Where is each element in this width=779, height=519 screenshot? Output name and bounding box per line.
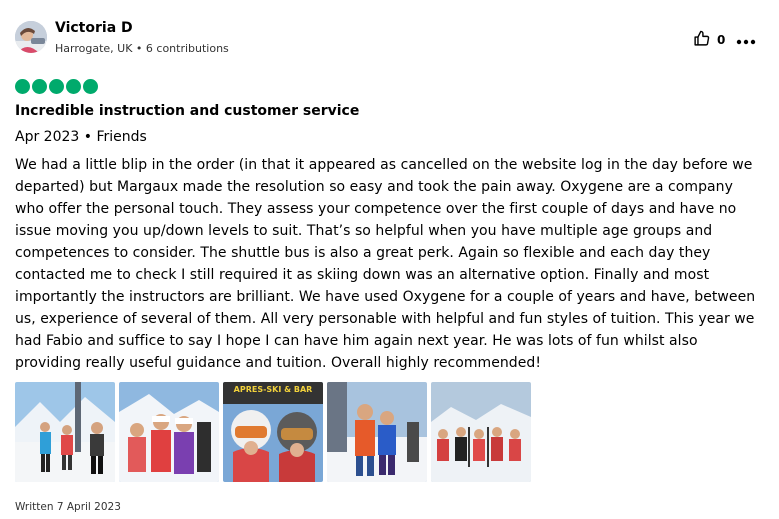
written-date: Written 7 April 2023	[15, 501, 121, 513]
rating-bubble	[66, 79, 81, 94]
review-photo[interactable]	[119, 382, 219, 482]
rating-bubble	[49, 79, 64, 94]
rating-bubble	[15, 79, 30, 94]
user-avatar[interactable]	[15, 21, 47, 53]
review-photo[interactable]	[223, 382, 323, 482]
rating-bubble	[32, 79, 47, 94]
rating-bubbles	[15, 79, 98, 94]
user-name[interactable]: Victoria D	[55, 20, 133, 36]
review-title[interactable]: Incredible instruction and customer service	[15, 103, 360, 119]
helpful-vote-button[interactable]	[693, 30, 725, 50]
apres-ski-sign: APRES-SKI & BAR	[233, 385, 313, 394]
review-photo[interactable]	[431, 382, 531, 482]
rating-bubble	[83, 79, 98, 94]
thumbs-up-icon	[693, 30, 710, 50]
review-text: We had a little blip in the order (in that it appeared as cancelled on the website log in the day before we departed) but Margaux made the resolution so easy and took the pain away. Oxygene are a company who offer the personal touch. They assess your competence over the first couple of days and have no issue moving you up/down levels to suit. That’s so helpful when you have multiple age groups and competences to consider. The shuttle bus is also a great perk. Again so flexible and each day they contacted me to check I still required it as skiing down was an alternative option. Finally and most importantly the instructors are brilliant. We have used Oxygene for a couple of years and have, between us, experience of several of them. All very personable with helpful and fun styles of tuition. This year we had Fabio and suffice to say I hope I can have him again next year. He was lots of fun whilst also providing really useful guidance and tuition. Overall highly recommended!	[15, 157, 756, 371]
visit-info: Apr 2023 • Friends	[15, 129, 147, 145]
helpful-count: 0	[717, 33, 726, 47]
more-horizontal-icon	[736, 30, 756, 49]
user-meta: Harrogate, UK • 6 contributions	[55, 42, 229, 55]
more-options-button[interactable]	[736, 30, 756, 48]
review-photo[interactable]	[15, 382, 115, 482]
review-photo[interactable]	[327, 382, 427, 482]
review-photos	[15, 382, 531, 482]
